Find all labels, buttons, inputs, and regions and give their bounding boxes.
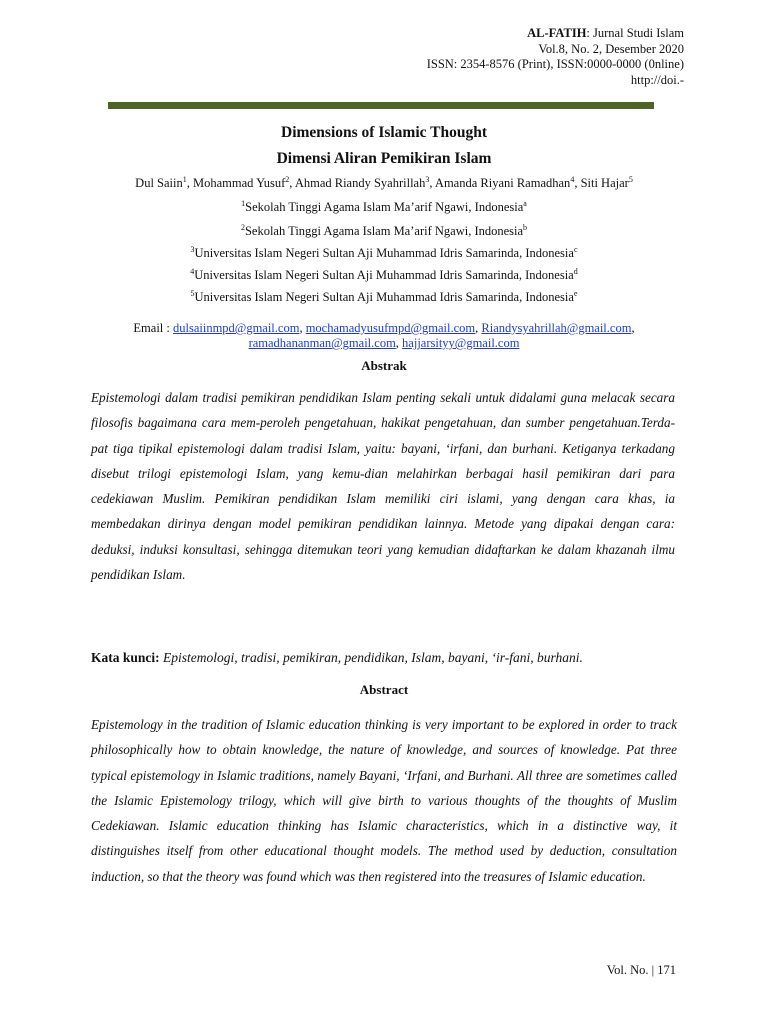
page-footer: Vol. No. | 171 (606, 963, 676, 977)
author: Siti Hajar$^5$ (580, 174, 633, 190)
journal-name: AL-FATIH (527, 26, 587, 40)
author: Amanda Riyani Ramadhan$^4$, (434, 174, 581, 190)
author: Ahmad Riandy Syahrillah$^3$, (294, 174, 435, 190)
paper-title-english: Dimensions of Islamic Thought (281, 124, 487, 141)
author: Dul Saiin$^1$, (135, 174, 193, 190)
journal-subtitle: : Jurnal Studi Islam (586, 26, 684, 40)
email-link[interactable]: ramadhananman@gmail.com (248, 336, 396, 350)
email-link[interactable]: dulsaiinmpd@gmail.com (173, 321, 300, 335)
header-rule (108, 102, 654, 109)
author-list (0, 176, 768, 191)
keywords-line (91, 650, 691, 666)
email-block: Email : dulsaiinmpd@gmail.com, mochamadyusufmpd@gmail.com, Riandysyahrillah@gmail.com, ramadhananman@gmail.com, hajjarsityy@gmail.com (133, 321, 635, 350)
keywords-text: Epistemologi, tradisi, pemikiran, pendidikan, Islam, bayani, ‘ir-fani, burhani. (163, 650, 583, 665)
email-link[interactable]: mochamadyusufmpd@gmail.com (305, 321, 476, 335)
abstract-body: Epistemology in the tradition of Islamic education thinking is very important to be explored in order to track philosophically how to obtain knowledge, the nature of knowledge, and sources of knowledge. Pat three typical epistemology in Islamic traditions, namely Bayani, ‘Irfani, and Burhani. All three are sometimes called the Islamic Epistemology trilogy, which will give birth to various thoughts of the thoughts of Muslim Cedekiawan. Islamic education thinking has Islamic characteristics, which in a distinctive way, it distinguishes itself from other educational thought models. The method used by deduction, consultation induction, so that the theory was found which was then registered into the treasures of Islamic education. (91, 717, 677, 884)
affiliation: $^1$Sekolah Tinggi Agama Islam Ma’arif Ngawi, Indonesia$^a$ (241, 198, 527, 214)
abstrak-heading: Abstrak (361, 358, 407, 373)
abstract-heading: Abstract (359, 682, 409, 697)
journal-volume: Vol.8, No. 2, Desember 2020 (538, 41, 684, 56)
affiliation: $^5$Universitas Islam Negeri Sultan Aji Muhammad Idris Samarinda, Indonesia$^e$ (190, 288, 578, 304)
journal-doi: http://doi.- (630, 72, 684, 87)
keywords-label: Kata kunci: (91, 650, 160, 665)
journal-title-line (427, 26, 684, 42)
email-link[interactable]: hajjarsityy@gmail.com (402, 336, 520, 350)
journal-header (427, 26, 684, 88)
journal-issn: ISSN: 2354-8576 (Print), ISSN:0000-0000 (0nline) (426, 57, 684, 71)
email-link[interactable]: Riandysyahrillah@gmail.com (481, 321, 632, 335)
paper-title-indonesian: Dimensi Aliran Pemikiran Islam (276, 150, 492, 167)
email-label: Email : (133, 321, 173, 335)
author: Mohammad Yusuf$^2$, (193, 174, 295, 190)
affiliation: $^2$Sekolah Tinggi Agama Islam Ma’arif Ngawi, Indonesia$^b$ (240, 222, 528, 238)
abstrak-body: Epistemologi dalam tradisi pemikiran pendidikan Islam penting sekali untuk didalami guna melacak secara filosofis bagaimana cara mem-peroleh pengetahuan, hakikat pengetahuan, dan sumber pengetahuan.Terda-pat tiga tipikal epistemologi dalam tradisi Islam, yaitu: bayani, ‘irfani, dan burhani. Ketiganya terkadang disebut trilogi epistemologi Islam, yang kemu-dian melahirkan berbagai hasil pemikiran dari para cedekiawan Muslim. Pemikiran pendidikan Islam memiliki ciri islami, yang dengan cara khas, ia membedakan dirinya dengan model pemikiran pendidikan lainnya. Metode yang dipakai dengan cara: deduksi, induksi konsultasi, sehingga ditemukan teori yang kemudian didaftarkan ke dalam khazanah ilmu pendidikan Islam. (91, 390, 675, 583)
affiliation: $^3$Universitas Islam Negeri Sultan Aji Muhammad Idris Samarinda, Indonesia$^c$ (190, 244, 578, 260)
affiliation: $^4$Universitas Islam Negeri Sultan Aji Muhammad Idris Samarinda, Indonesia$^d$ (190, 266, 578, 282)
